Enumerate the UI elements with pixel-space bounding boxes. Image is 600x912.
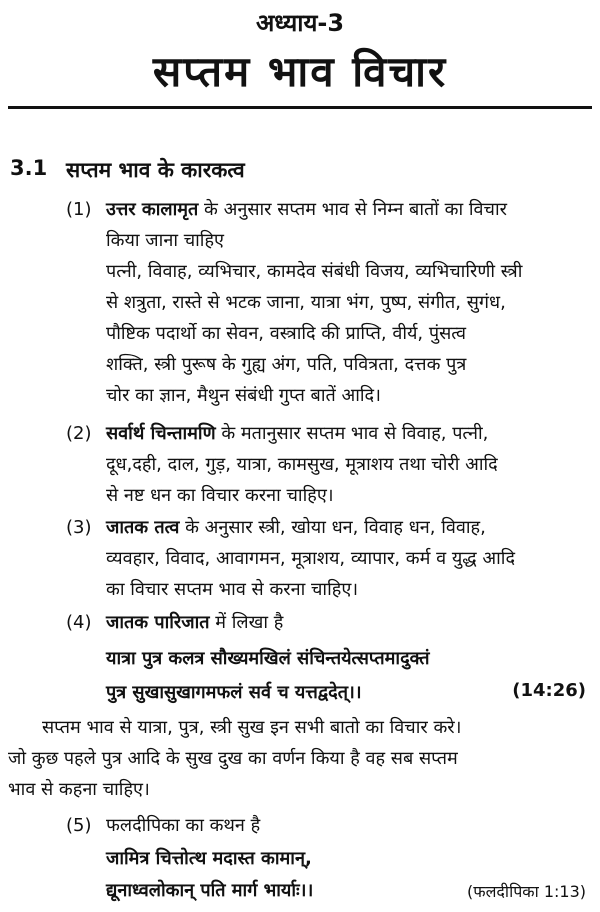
item-line: फलदीपिका का कथन है — [106, 815, 261, 836]
source-name: जातक तत्व — [106, 517, 180, 538]
list-item — [66, 810, 576, 841]
verse-line: पुत्र सुखासुखागमफलं सर्व च यत्तद्वदेत्।। — [106, 682, 362, 703]
item-line: शक्ति, स्त्री पुरूष के गुह्य अंग, पति, पवित्रता, दत्तक पुत्र — [106, 354, 467, 375]
item-line: चोर का ज्ञान, मैथुन संबंधी गुप्त बातें आदि। — [106, 385, 381, 406]
list-item — [66, 418, 576, 511]
item-number: (3) — [66, 517, 92, 538]
chapter-label: अध्याय-3 — [255, 9, 345, 37]
source-name: उत्तर कालामृत — [106, 199, 199, 220]
item-line: किया जाना चाहिए — [106, 230, 224, 251]
list-item — [66, 607, 576, 638]
item-line: दूध,दही, दाल, गुड़, यात्रा, कामसुख, मूत्राशय तथा चोरी आदि — [106, 454, 498, 475]
list-item — [66, 512, 576, 605]
verse-line: यात्रा पुत्र कलत्र सौख्यमखिलं संचिन्तयेत्सप्तमादुक्तं — [106, 648, 430, 669]
list-item — [66, 194, 576, 411]
item-line: सर्वार्थ चिन्तामणि के मतानुसार सप्तम भाव से विवाह, पत्नी, — [106, 423, 489, 444]
verse-reference: (14:26) — [512, 680, 586, 701]
source-name: सर्वार्थ चिन्तामणि — [106, 423, 216, 444]
source-name: जातक पारिजात — [106, 612, 210, 633]
item-line: उत्तर कालामृत के अनुसार सप्तम भाव से निम्न बातों का विचार — [106, 199, 507, 220]
item-line: जातक तत्व के अनुसार स्त्री, खोया धन, विवाह धन, विवाह, — [106, 517, 486, 538]
item-line: का विचार सप्तम भाव से करना चाहिए। — [106, 579, 359, 600]
section-number: 3.1 — [10, 156, 48, 180]
paragraph-line: भाव से कहना चाहिए। — [8, 779, 150, 800]
paragraph-line: जो कुछ पहले पुत्र आदि के सुख दुख का वर्णन किया है वह सब सप्तम — [8, 748, 458, 769]
item-line: पौष्टिक पदार्थो का सेवन, वस्त्रादि की प्राप्ति, वीर्य, पुंसत्व — [106, 323, 467, 344]
item-number: (4) — [66, 612, 92, 633]
item-line: जातक पारिजात में लिखा है — [106, 612, 284, 633]
paragraph — [8, 712, 588, 743]
item-line: पत्नी, विवाह, व्यभिचार, कामदेव संबंधी विजय, व्यभिचारिणी स्त्री — [106, 261, 523, 282]
title-divider — [8, 106, 592, 109]
item-number: (5) — [66, 815, 92, 836]
verse-line: जामित्र चित्तोत्थ मदास्त कामान्, — [106, 848, 312, 869]
paragraph-line: सप्तम भाव से यात्रा, पुत्र, स्त्री सुख इन सभी बातो का विचार करे। — [42, 717, 462, 738]
section-title: सप्तम भाव के कारकत्व — [66, 158, 245, 182]
verse-line: द्यूनाध्वलोकान् पति मार्ग भार्याः।। — [106, 880, 314, 901]
item-line: से नष्ट धन का विचार करना चाहिए। — [106, 485, 334, 506]
paragraph — [8, 743, 588, 805]
verse-reference: (फलदीपिका 1:13) — [467, 882, 586, 901]
chapter-title: सप्तम भाव विचार — [152, 47, 448, 96]
item-line: से शत्रुता, रास्ते से भटक जाना, यात्रा भंग, पुष्प, संगीत, सुगंध, — [106, 292, 506, 313]
item-number: (2) — [66, 423, 92, 444]
item-line: व्यवहार, विवाद, आवागमन, मूत्राशय, व्यापार, कर्म व युद्ध आदि — [106, 548, 515, 569]
item-number: (1) — [66, 199, 92, 220]
